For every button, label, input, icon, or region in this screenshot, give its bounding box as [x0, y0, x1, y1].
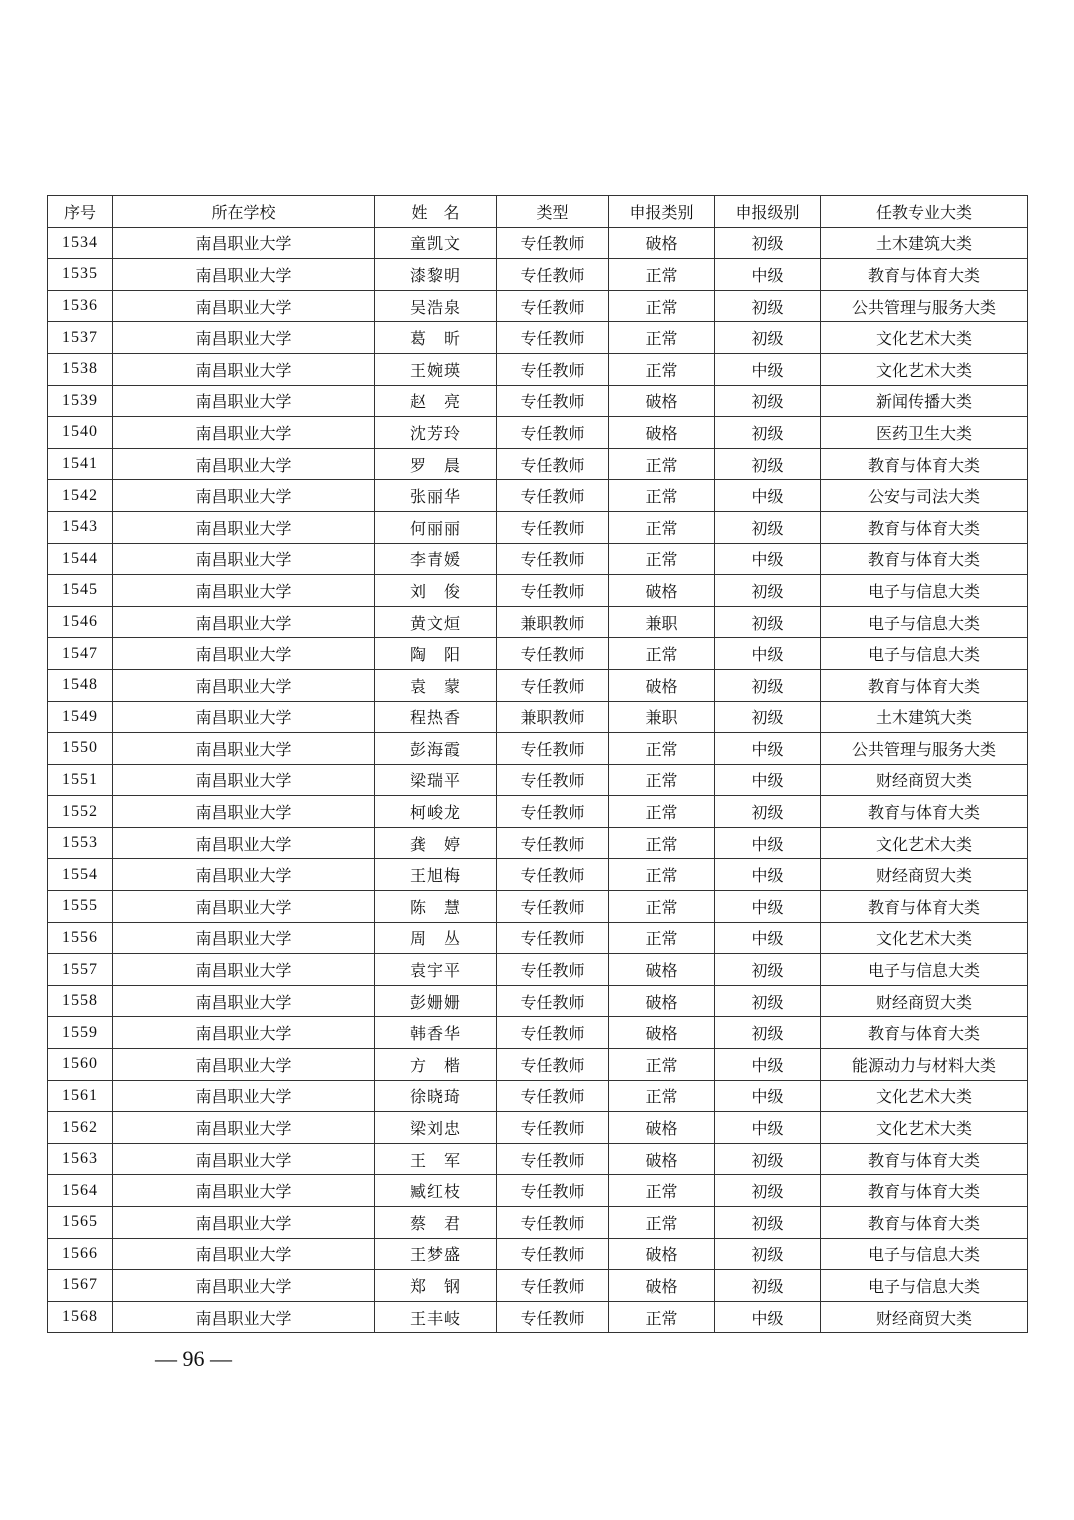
- cell-name: 梁瑞平: [375, 764, 497, 796]
- cell-major: 文化艺术大类: [821, 322, 1028, 354]
- cell-name: 黄文烜: [375, 606, 497, 638]
- cell-school: 南昌职业大学: [113, 543, 375, 575]
- cell-type: 专任教师: [497, 543, 609, 575]
- cell-level: 初级: [715, 1270, 821, 1302]
- cell-category: 破格: [609, 227, 715, 259]
- table-row: [48, 891, 1028, 923]
- cell-major: 电子与信息大类: [821, 1270, 1028, 1302]
- cell-level: 初级: [715, 448, 821, 480]
- cell-level: 中级: [715, 1080, 821, 1112]
- cell-type: 专任教师: [497, 1270, 609, 1302]
- table-row: [48, 385, 1028, 417]
- cell-category: 正常: [609, 322, 715, 354]
- cell-name: 刘 俊: [375, 575, 497, 607]
- cell-category: 正常: [609, 448, 715, 480]
- cell-school: 南昌职业大学: [113, 448, 375, 480]
- cell-seq: 1553: [48, 827, 113, 859]
- cell-seq: 1568: [48, 1301, 113, 1333]
- cell-type: 专任教师: [497, 259, 609, 291]
- table-row: [48, 575, 1028, 607]
- cell-level: 中级: [715, 353, 821, 385]
- cell-level: 初级: [715, 1207, 821, 1239]
- cell-type: 专任教师: [497, 448, 609, 480]
- cell-seq: 1540: [48, 417, 113, 449]
- cell-school: 南昌职业大学: [113, 1017, 375, 1049]
- page-number: — 96 —: [155, 1346, 232, 1371]
- cell-major: 教育与体育大类: [821, 1017, 1028, 1049]
- cell-type: 兼职教师: [497, 606, 609, 638]
- cell-seq: 1535: [48, 259, 113, 291]
- table-row: [48, 227, 1028, 259]
- cell-seq: 1538: [48, 353, 113, 385]
- cell-school: 南昌职业大学: [113, 227, 375, 259]
- cell-type: 专任教师: [497, 891, 609, 923]
- header-school: 所在学校: [113, 196, 375, 228]
- cell-school: 南昌职业大学: [113, 606, 375, 638]
- cell-category: 正常: [609, 733, 715, 765]
- cell-category: 正常: [609, 480, 715, 512]
- cell-type: 专任教师: [497, 1080, 609, 1112]
- cell-seq: 1554: [48, 859, 113, 891]
- cell-name: 何丽丽: [375, 511, 497, 543]
- cell-level: 初级: [715, 290, 821, 322]
- cell-seq: 1566: [48, 1238, 113, 1270]
- cell-major: 新闻传播大类: [821, 385, 1028, 417]
- cell-seq: 1546: [48, 606, 113, 638]
- cell-school: 南昌职业大学: [113, 575, 375, 607]
- cell-seq: 1541: [48, 448, 113, 480]
- cell-seq: 1552: [48, 796, 113, 828]
- table-row: [48, 417, 1028, 449]
- cell-category: 正常: [609, 891, 715, 923]
- cell-type: 专任教师: [497, 1238, 609, 1270]
- cell-seq: 1549: [48, 701, 113, 733]
- cell-level: 初级: [715, 701, 821, 733]
- cell-major: 土木建筑大类: [821, 227, 1028, 259]
- cell-category: 破格: [609, 985, 715, 1017]
- cell-category: 破格: [609, 1143, 715, 1175]
- cell-seq: 1544: [48, 543, 113, 575]
- table-header: [48, 196, 1028, 228]
- cell-seq: 1567: [48, 1270, 113, 1302]
- table-row: [48, 1143, 1028, 1175]
- cell-category: 破格: [609, 669, 715, 701]
- cell-major: 教育与体育大类: [821, 1207, 1028, 1239]
- cell-seq: 1565: [48, 1207, 113, 1239]
- cell-type: 专任教师: [497, 922, 609, 954]
- table-row: [48, 259, 1028, 291]
- cell-category: 破格: [609, 1017, 715, 1049]
- cell-category: 正常: [609, 1175, 715, 1207]
- cell-level: 初级: [715, 1017, 821, 1049]
- header-row: [48, 196, 1028, 228]
- cell-school: 南昌职业大学: [113, 511, 375, 543]
- cell-school: 南昌职业大学: [113, 891, 375, 923]
- table-row: [48, 764, 1028, 796]
- cell-school: 南昌职业大学: [113, 1049, 375, 1081]
- cell-name: 罗 晨: [375, 448, 497, 480]
- cell-major: 文化艺术大类: [821, 1112, 1028, 1144]
- cell-major: 教育与体育大类: [821, 543, 1028, 575]
- cell-seq: 1548: [48, 669, 113, 701]
- cell-seq: 1547: [48, 638, 113, 670]
- cell-school: 南昌职业大学: [113, 922, 375, 954]
- cell-category: 正常: [609, 859, 715, 891]
- cell-category: 破格: [609, 1270, 715, 1302]
- cell-name: 沈芳玲: [375, 417, 497, 449]
- cell-name: 陈 慧: [375, 891, 497, 923]
- cell-level: 中级: [715, 543, 821, 575]
- cell-level: 中级: [715, 891, 821, 923]
- cell-category: 正常: [609, 922, 715, 954]
- cell-category: 正常: [609, 1207, 715, 1239]
- table-row: [48, 1112, 1028, 1144]
- cell-school: 南昌职业大学: [113, 1175, 375, 1207]
- cell-category: 正常: [609, 290, 715, 322]
- cell-seq: 1558: [48, 985, 113, 1017]
- cell-level: 初级: [715, 1175, 821, 1207]
- table-row: [48, 859, 1028, 891]
- cell-level: 初级: [715, 575, 821, 607]
- cell-seq: 1556: [48, 922, 113, 954]
- cell-major: 土木建筑大类: [821, 701, 1028, 733]
- cell-major: 文化艺术大类: [821, 1080, 1028, 1112]
- table-row: [48, 1270, 1028, 1302]
- table-row: [48, 1175, 1028, 1207]
- cell-school: 南昌职业大学: [113, 1143, 375, 1175]
- cell-level: 中级: [715, 1301, 821, 1333]
- cell-level: 中级: [715, 1112, 821, 1144]
- cell-level: 初级: [715, 985, 821, 1017]
- cell-type: 专任教师: [497, 1112, 609, 1144]
- cell-seq: 1555: [48, 891, 113, 923]
- cell-school: 南昌职业大学: [113, 733, 375, 765]
- cell-level: 初级: [715, 417, 821, 449]
- cell-major: 电子与信息大类: [821, 606, 1028, 638]
- cell-major: 公共管理与服务大类: [821, 290, 1028, 322]
- cell-major: 文化艺术大类: [821, 827, 1028, 859]
- cell-level: 初级: [715, 606, 821, 638]
- cell-category: 正常: [609, 543, 715, 575]
- cell-name: 徐晓琦: [375, 1080, 497, 1112]
- cell-category: 正常: [609, 1301, 715, 1333]
- cell-name: 龚 婷: [375, 827, 497, 859]
- cell-school: 南昌职业大学: [113, 259, 375, 291]
- cell-type: 专任教师: [497, 322, 609, 354]
- table-row: [48, 1301, 1028, 1333]
- cell-level: 中级: [715, 638, 821, 670]
- cell-seq: 1537: [48, 322, 113, 354]
- cell-type: 专任教师: [497, 1143, 609, 1175]
- cell-major: 教育与体育大类: [821, 448, 1028, 480]
- cell-category: 正常: [609, 827, 715, 859]
- cell-major: 教育与体育大类: [821, 511, 1028, 543]
- cell-school: 南昌职业大学: [113, 859, 375, 891]
- table-row: [48, 1207, 1028, 1239]
- cell-type: 专任教师: [497, 669, 609, 701]
- table-row: [48, 1049, 1028, 1081]
- cell-major: 财经商贸大类: [821, 985, 1028, 1017]
- cell-seq: 1545: [48, 575, 113, 607]
- table-row: [48, 511, 1028, 543]
- table-row: [48, 985, 1028, 1017]
- cell-level: 初级: [715, 227, 821, 259]
- cell-name: 周 丛: [375, 922, 497, 954]
- cell-school: 南昌职业大学: [113, 638, 375, 670]
- cell-category: 兼职: [609, 701, 715, 733]
- cell-type: 专任教师: [497, 385, 609, 417]
- cell-major: 电子与信息大类: [821, 638, 1028, 670]
- cell-level: 中级: [715, 733, 821, 765]
- cell-type: 专任教师: [497, 575, 609, 607]
- cell-type: 专任教师: [497, 796, 609, 828]
- cell-category: 正常: [609, 796, 715, 828]
- cell-level: 中级: [715, 1049, 821, 1081]
- table-row: [48, 827, 1028, 859]
- table-row: [48, 448, 1028, 480]
- cell-category: 兼职: [609, 606, 715, 638]
- header-seq: 序号: [48, 196, 113, 228]
- cell-name: 方 楷: [375, 1049, 497, 1081]
- cell-major: 电子与信息大类: [821, 954, 1028, 986]
- cell-school: 南昌职业大学: [113, 1207, 375, 1239]
- cell-major: 教育与体育大类: [821, 259, 1028, 291]
- cell-school: 南昌职业大学: [113, 827, 375, 859]
- cell-type: 专任教师: [497, 764, 609, 796]
- cell-level: 初级: [715, 796, 821, 828]
- cell-category: 破格: [609, 1112, 715, 1144]
- cell-school: 南昌职业大学: [113, 669, 375, 701]
- cell-school: 南昌职业大学: [113, 1270, 375, 1302]
- cell-level: 初级: [715, 1143, 821, 1175]
- cell-school: 南昌职业大学: [113, 1080, 375, 1112]
- cell-name: 陶 阳: [375, 638, 497, 670]
- cell-major: 教育与体育大类: [821, 1175, 1028, 1207]
- cell-level: 中级: [715, 764, 821, 796]
- cell-type: 专任教师: [497, 1301, 609, 1333]
- cell-name: 梁刘忠: [375, 1112, 497, 1144]
- cell-type: 专任教师: [497, 733, 609, 765]
- cell-name: 袁宇平: [375, 954, 497, 986]
- cell-seq: 1536: [48, 290, 113, 322]
- cell-level: 中级: [715, 827, 821, 859]
- table-row: [48, 290, 1028, 322]
- cell-type: 专任教师: [497, 859, 609, 891]
- cell-name: 王 军: [375, 1143, 497, 1175]
- header-type: 类型: [497, 196, 609, 228]
- cell-seq: 1559: [48, 1017, 113, 1049]
- header-major: 任教专业大类: [821, 196, 1028, 228]
- table-row: [48, 1238, 1028, 1270]
- cell-major: 公安与司法大类: [821, 480, 1028, 512]
- cell-type: 专任教师: [497, 290, 609, 322]
- cell-name: 漆黎明: [375, 259, 497, 291]
- cell-major: 财经商贸大类: [821, 764, 1028, 796]
- cell-school: 南昌职业大学: [113, 290, 375, 322]
- cell-major: 文化艺术大类: [821, 922, 1028, 954]
- cell-type: 专任教师: [497, 1207, 609, 1239]
- cell-school: 南昌职业大学: [113, 796, 375, 828]
- cell-seq: 1563: [48, 1143, 113, 1175]
- header-level: 申报级别: [715, 196, 821, 228]
- table-row: [48, 543, 1028, 575]
- header-category: 申报类别: [609, 196, 715, 228]
- cell-type: 专任教师: [497, 480, 609, 512]
- cell-name: 柯峻龙: [375, 796, 497, 828]
- cell-category: 破格: [609, 954, 715, 986]
- cell-level: 中级: [715, 480, 821, 512]
- cell-type: 专任教师: [497, 1049, 609, 1081]
- cell-name: 王梦盛: [375, 1238, 497, 1270]
- cell-school: 南昌职业大学: [113, 353, 375, 385]
- cell-major: 文化艺术大类: [821, 353, 1028, 385]
- cell-category: 正常: [609, 511, 715, 543]
- cell-name: 臧红枝: [375, 1175, 497, 1207]
- applicant-table: [47, 195, 1028, 1333]
- cell-school: 南昌职业大学: [113, 1238, 375, 1270]
- cell-type: 兼职教师: [497, 701, 609, 733]
- cell-name: 李青媛: [375, 543, 497, 575]
- cell-category: 破格: [609, 417, 715, 449]
- cell-major: 电子与信息大类: [821, 1238, 1028, 1270]
- cell-seq: 1562: [48, 1112, 113, 1144]
- cell-name: 韩香华: [375, 1017, 497, 1049]
- table-row: [48, 796, 1028, 828]
- cell-type: 专任教师: [497, 1175, 609, 1207]
- cell-category: 正常: [609, 259, 715, 291]
- cell-category: 正常: [609, 638, 715, 670]
- cell-school: 南昌职业大学: [113, 1112, 375, 1144]
- cell-seq: 1550: [48, 733, 113, 765]
- table-row: [48, 701, 1028, 733]
- cell-school: 南昌职业大学: [113, 322, 375, 354]
- cell-type: 专任教师: [497, 227, 609, 259]
- cell-type: 专任教师: [497, 954, 609, 986]
- cell-name: 王婉瑛: [375, 353, 497, 385]
- cell-major: 电子与信息大类: [821, 575, 1028, 607]
- cell-major: 公共管理与服务大类: [821, 733, 1028, 765]
- cell-type: 专任教师: [497, 417, 609, 449]
- cell-category: 正常: [609, 764, 715, 796]
- cell-school: 南昌职业大学: [113, 480, 375, 512]
- cell-major: 教育与体育大类: [821, 1143, 1028, 1175]
- cell-major: 教育与体育大类: [821, 891, 1028, 923]
- cell-level: 初级: [715, 954, 821, 986]
- cell-major: 能源动力与材料大类: [821, 1049, 1028, 1081]
- cell-school: 南昌职业大学: [113, 385, 375, 417]
- table-row: [48, 1017, 1028, 1049]
- cell-name: 王旭梅: [375, 859, 497, 891]
- table-row: [48, 954, 1028, 986]
- cell-category: 破格: [609, 575, 715, 607]
- cell-major: 财经商贸大类: [821, 1301, 1028, 1333]
- table-body: [48, 227, 1028, 1333]
- cell-seq: 1539: [48, 385, 113, 417]
- cell-seq: 1564: [48, 1175, 113, 1207]
- cell-school: 南昌职业大学: [113, 417, 375, 449]
- cell-seq: 1560: [48, 1049, 113, 1081]
- cell-school: 南昌职业大学: [113, 1301, 375, 1333]
- cell-type: 专任教师: [497, 1017, 609, 1049]
- cell-name: 彭海霞: [375, 733, 497, 765]
- cell-seq: 1551: [48, 764, 113, 796]
- cell-name: 袁 蒙: [375, 669, 497, 701]
- cell-name: 童凯文: [375, 227, 497, 259]
- table-row: [48, 353, 1028, 385]
- table-row: [48, 733, 1028, 765]
- cell-name: 王丰岐: [375, 1301, 497, 1333]
- table-row: [48, 606, 1028, 638]
- cell-type: 专任教师: [497, 511, 609, 543]
- cell-name: 程热香: [375, 701, 497, 733]
- table-row: [48, 1080, 1028, 1112]
- cell-type: 专任教师: [497, 985, 609, 1017]
- cell-name: 赵 亮: [375, 385, 497, 417]
- table-row: [48, 480, 1028, 512]
- cell-school: 南昌职业大学: [113, 764, 375, 796]
- cell-major: 财经商贸大类: [821, 859, 1028, 891]
- cell-type: 专任教师: [497, 827, 609, 859]
- header-name: 姓 名: [375, 196, 497, 228]
- cell-seq: 1557: [48, 954, 113, 986]
- cell-major: 教育与体育大类: [821, 669, 1028, 701]
- cell-name: 张丽华: [375, 480, 497, 512]
- cell-category: 正常: [609, 1080, 715, 1112]
- cell-school: 南昌职业大学: [113, 985, 375, 1017]
- cell-category: 正常: [609, 353, 715, 385]
- cell-name: 彭姗姗: [375, 985, 497, 1017]
- cell-level: 中级: [715, 859, 821, 891]
- cell-level: 中级: [715, 922, 821, 954]
- cell-seq: 1561: [48, 1080, 113, 1112]
- cell-level: 初级: [715, 1238, 821, 1270]
- table-row: [48, 669, 1028, 701]
- cell-seq: 1534: [48, 227, 113, 259]
- cell-type: 专任教师: [497, 353, 609, 385]
- cell-level: 中级: [715, 259, 821, 291]
- cell-school: 南昌职业大学: [113, 701, 375, 733]
- cell-level: 初级: [715, 511, 821, 543]
- cell-category: 正常: [609, 1049, 715, 1081]
- cell-level: 初级: [715, 322, 821, 354]
- cell-major: 医药卫生大类: [821, 417, 1028, 449]
- cell-name: 蔡 君: [375, 1207, 497, 1239]
- cell-level: 初级: [715, 385, 821, 417]
- cell-seq: 1543: [48, 511, 113, 543]
- cell-name: 葛 昕: [375, 322, 497, 354]
- cell-major: 教育与体育大类: [821, 796, 1028, 828]
- cell-category: 破格: [609, 385, 715, 417]
- cell-name: 吴浩泉: [375, 290, 497, 322]
- cell-level: 初级: [715, 669, 821, 701]
- table-row: [48, 922, 1028, 954]
- cell-school: 南昌职业大学: [113, 954, 375, 986]
- table-row: [48, 322, 1028, 354]
- table-row: [48, 638, 1028, 670]
- cell-type: 专任教师: [497, 638, 609, 670]
- cell-seq: 1542: [48, 480, 113, 512]
- cell-name: 郑 钢: [375, 1270, 497, 1302]
- cell-category: 破格: [609, 1238, 715, 1270]
